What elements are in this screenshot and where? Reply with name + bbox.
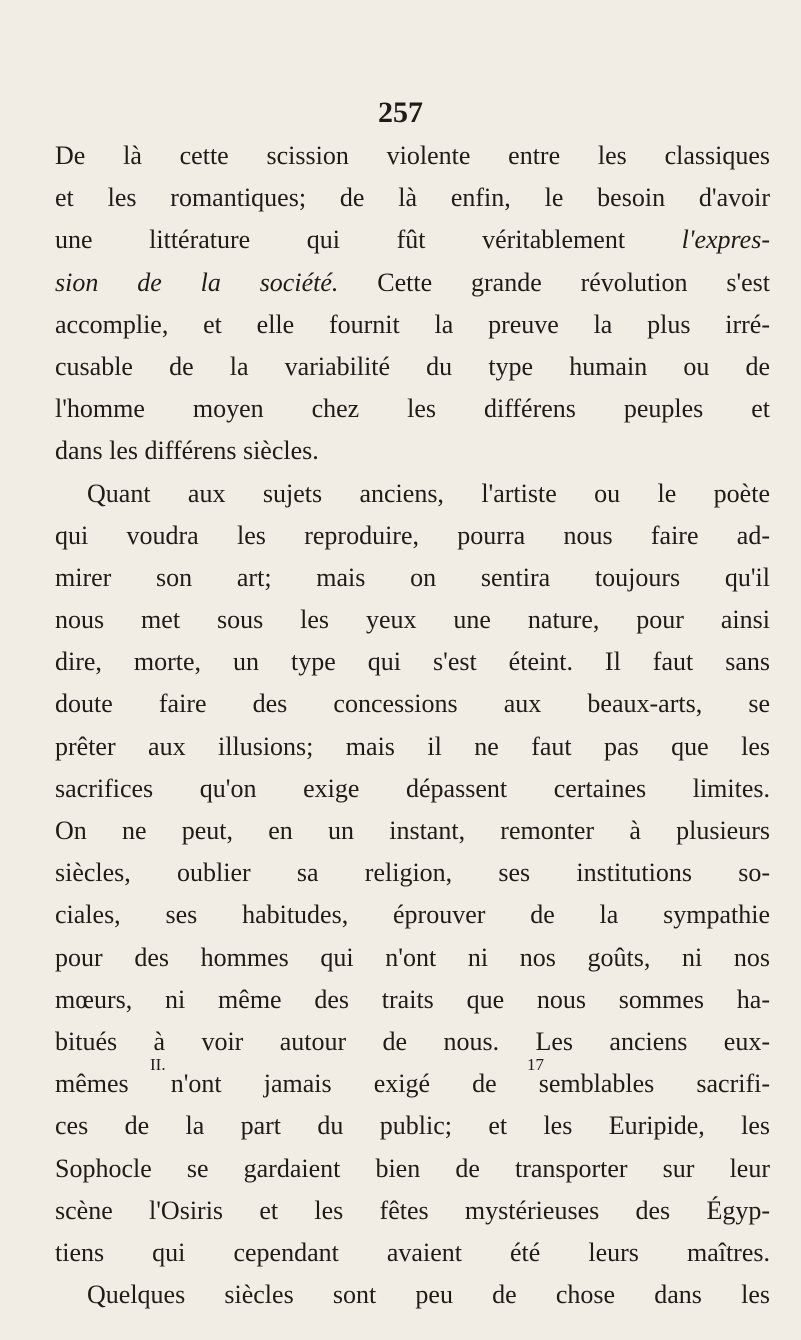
- volume-number: II.: [150, 1055, 166, 1074]
- signature-mark: 17: [527, 1055, 544, 1074]
- italic-phrase-1: l'expres-: [681, 225, 770, 255]
- text-line-26: scène l'Osiris et les fêtes mystérieuses des Égyp-: [55, 1195, 770, 1225]
- text-line-17: On ne peut, en un instant, remonter à plusieurs: [55, 816, 770, 845]
- text-line-18: siècles, oublier sa religion, ses institutions so-: [55, 858, 770, 888]
- text-line-4: [55, 262, 770, 304]
- text-line-22: bitués à voir autour de nous. Les anciens eux-: [55, 1026, 770, 1056]
- text-line-19: ciales, ses habitudes, éprouver de la sympathie: [55, 900, 770, 930]
- body-text: [55, 135, 770, 1316]
- text-line-5: accomplie, et elle fournit la preuve la plus irré-: [55, 309, 770, 339]
- text-line-25: Sophocle se gardaient bien de transporter sur leur: [55, 1153, 770, 1183]
- page-footer: [0, 1055, 801, 1085]
- text-line-6: cusable de la variabilité du type humain ou de: [55, 351, 770, 381]
- text-line-9: Quant aux sujets anciens, l'artiste ou le poète: [87, 478, 770, 508]
- text-line-16: sacrifices qu'on exige dépassent certaines limites.: [55, 773, 770, 803]
- text-line-10: qui voudra les reproduire, pourra nous faire ad-: [55, 520, 770, 550]
- text-line-8: dans les différens siècles.: [55, 436, 319, 466]
- text-line-15: prêter aux illusions; mais il ne faut pas que les: [55, 731, 770, 761]
- text-line-13: dire, morte, un type qui s'est éteint. Il faut sans: [55, 647, 770, 677]
- text-line-14: doute faire des concessions aux beaux-arts, se: [55, 689, 770, 719]
- text-line-20: pour des hommes qui n'ont ni nos goûts, ni nos: [55, 942, 770, 972]
- text-line-3: [55, 219, 770, 261]
- text-line-23: mêmes n'ont jamais exigé de semblables sacrifi-: [55, 1069, 770, 1099]
- text-line-7: l'homme moyen chez les différens peuples et: [55, 394, 770, 424]
- text-line-3-roman: une littérature qui fût véritablement: [55, 225, 682, 255]
- text-line-28: Quelques siècles sont peu de chose dans les: [87, 1280, 770, 1310]
- text-line-24: ces de la part du public; et les Euripide, les: [55, 1111, 770, 1141]
- text-line-1: De là cette scission violente entre les classiques: [55, 141, 770, 170]
- page-number: 257: [378, 96, 423, 129]
- text-line-4-roman: Cette grande révolution s'est: [377, 267, 771, 297]
- italic-phrase-2: sion de la société.: [55, 267, 339, 297]
- text-line-21: mœurs, ni même des traits que nous sommes ha-: [55, 984, 770, 1014]
- text-line-12: nous met sous les yeux une nature, pour ainsi: [55, 605, 770, 635]
- text-line-11: mirer son art; mais on sentira toujours qu'il: [55, 562, 770, 592]
- text-line-27: tiens qui cependant avaient été leurs maîtres.: [55, 1237, 770, 1267]
- text-line-2: et les romantiques; de là enfin, le besoin d'avoir: [55, 183, 770, 213]
